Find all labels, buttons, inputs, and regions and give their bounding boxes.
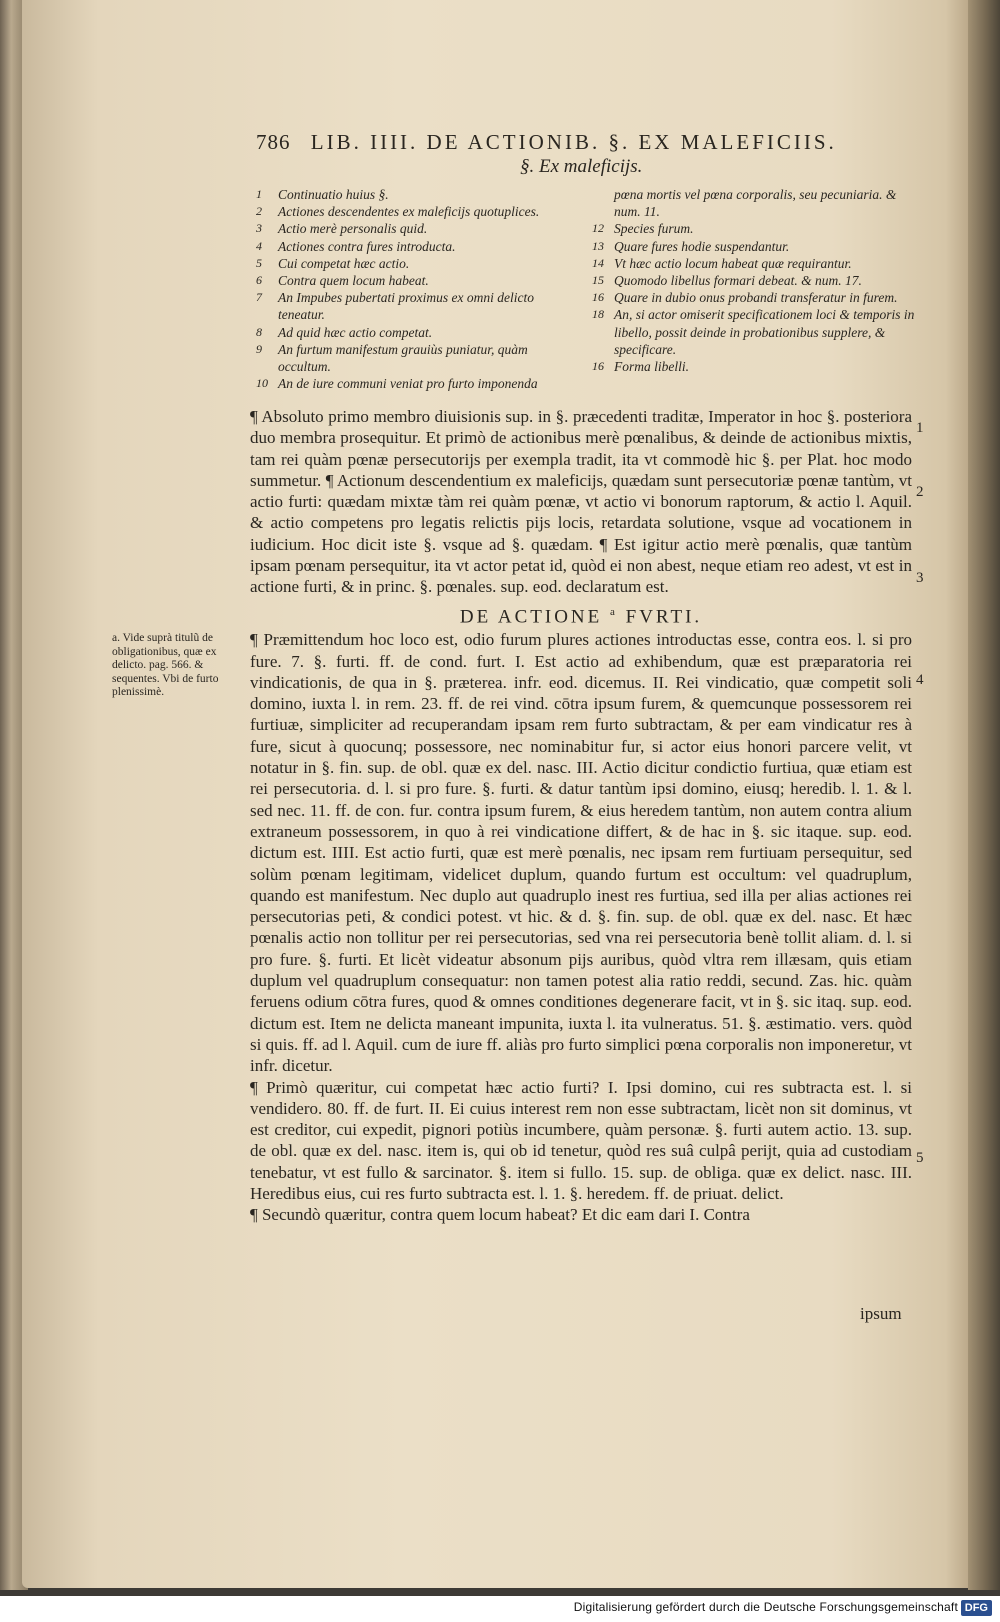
summary-item-number: 13 [592, 238, 604, 253]
summary-item-number: 14 [592, 255, 604, 270]
summary-item-text: An Impubes pubertati proximus ex omni delicto teneatur. [278, 290, 534, 323]
dfg-logo: DFG [961, 1600, 992, 1616]
summary-item-number: 1 [256, 187, 262, 201]
summary-item-text: An de iure communi veniat pro furto imponenda [278, 376, 538, 392]
running-title: LIB. IIII. DE ACTIONIB. §. EX MALEFICIIS. [310, 130, 837, 154]
page-number: 786 [256, 130, 291, 154]
summary-continuation: pœna mortis vel pœna corporalis, seu pecuniaria. & num. 11. [614, 187, 897, 220]
summary-item [256, 186, 578, 203]
rubric-note-mark: a [610, 605, 618, 618]
summary-item [256, 341, 578, 375]
summary-item [256, 289, 578, 323]
summary-item-number: 16 [592, 359, 604, 374]
summary-list-left [256, 186, 578, 392]
summary-item-text: Cui competat hæc actio. [278, 255, 410, 271]
summary-item-number: 18 [592, 307, 604, 322]
rubric-heading [250, 602, 912, 628]
summary-item [256, 203, 578, 220]
summary-item-text: Continuatio huius §. [278, 187, 389, 202]
margin-number: 5 [916, 1150, 924, 1166]
paragraph-intro: ¶ Absoluto primo membro diuisionis sup. in §. præcedenti traditæ, Imperator in hoc §. posteriora duo membra prosequitur. Et primò de actionibus merè pœnalibus, & deinde de actionibus mixtis, tam rei quàm pœnæ persecutorijs per exempla tradit, ita vt commodè hic §. per Plat. hoc modo summetur. ¶ Actionum descendentium ex maleficijs, quædam sunt persecutoriæ pœnæ tantùm, vt actio furti: quædam mixtæ tàm rei quàm pœnæ, vt actio vi bonorum raptorum, & actio l. Aquil. & actio competens pro legatis relictis pijs locis, retardata solutione, vsque ad vocationem in iudicium. Hoc dicit iste §. vsque ad §. quædam. ¶ Est igitur actio merè pœnalis, quæ tantùm ipsam pœnam persequitur, ita vt actor petat id, quòd ei non abest, neque etiam reo adest, vt est in actione furti, & in princ. §. pœnales. sup. eod. declaratum est. [250, 407, 912, 597]
summary-item-number: 15 [592, 273, 604, 288]
summary-item-number: 5 [256, 255, 262, 270]
paragraph-second-question: ¶ Secundò quæritur, contra quem locum habeat? Et dic eam dari I. Contra [250, 1205, 750, 1225]
rubric-tail: FVRTI. [625, 606, 703, 627]
summary-item-text: Contra quem locum habeat. [278, 273, 429, 289]
main-text [250, 406, 912, 1226]
marginal-note: a. Vide suprà titulũ de obligationibus, quæ ex delicto. pag. 566. & sequentes. Vbi de furto plenissimè. [112, 632, 219, 698]
summary-item-number: 4 [256, 238, 262, 253]
summary-item-number: 12 [592, 221, 604, 236]
summary-item-number: 8 [256, 324, 262, 339]
summary-item [256, 238, 578, 255]
summary-item [256, 220, 578, 237]
summary-item [592, 255, 922, 272]
summary-item-number: 7 [256, 290, 262, 305]
summary-item [256, 324, 578, 341]
margin-number: 3 [916, 570, 924, 586]
rubric-text: DE ACTIONE [459, 606, 603, 627]
summary-item-text: Quomodo libellus formari debeat. & num. 17. [614, 273, 862, 289]
summary-item [592, 220, 922, 237]
summary-item-text: Forma libelli. [614, 359, 689, 375]
summary-item-text: Actio merè personalis quid. [278, 221, 428, 237]
summary-item-number: 9 [256, 341, 262, 356]
summary-list-right [592, 186, 922, 375]
summary-item-number: 3 [256, 221, 262, 236]
summary-item [256, 255, 578, 272]
running-header [256, 130, 906, 155]
catchword: ipsum [860, 1304, 902, 1323]
summary-item-text: Ad quid hæc actio competat. [278, 324, 433, 340]
margin-number: 1 [916, 420, 924, 436]
footer-credit: Digitalisierung gefördert durch die Deutsche Forschungsgemeinschaft [573, 1600, 958, 1614]
summary-item-text: Vt hæc actio locum habeat quæ requirantur. [614, 255, 852, 271]
summary-item-number: 16 [592, 290, 604, 305]
margin-number: 4 [916, 672, 924, 688]
summary-item [592, 358, 922, 375]
footer-bar [0, 1596, 1000, 1622]
summary-item-text: Quare in dubio onus probandi transferatur in furem. [614, 290, 898, 306]
summary-item-text: Quare fures hodie suspendantur. [614, 238, 790, 254]
summary-item [256, 272, 578, 289]
summary-item-text: Species furum. [614, 221, 694, 237]
summary-item [592, 238, 922, 255]
summary-item-text: An furtum manifestum grauiùs puniatur, quàm occultum. [278, 341, 528, 375]
paragraph-first-question: ¶ Primò quæritur, cui competat hæc actio furti? I. Ipsi domino, cui res subtracta est. l. si vendidero. 80. ff. de furt. II. Ei cuius interest rem non esse subtractam, licèt non sit dominus, vt est creditor, cui expedit, pignori potiùs incumbere, quàm personæ. §. furti autem actio. 13. sup. de obl. quæ ex del. nasc. item is, qui ob id tenetur, quòd res suâ culpâ perijt, quia ad custodiam tenebatur, vt est fullo & sarcinator. §. item si fullo. 15. sup. de obliga. quæ ex delict. nasc. III. Heredibus eius, cui res furto subtracta est. l. 1. §. heredem. ff. de priuat. delict. [250, 1077, 912, 1204]
summary-item-number: 6 [256, 273, 262, 288]
paragraph-actions: ¶ Præmittendum hoc loco est, odio furum plures actiones introductas esse, contra eos. l. si pro fure. 7. §. furti. ff. de cond. furt. I. Est actio ad exhibendum, quæ est præparatoria rei vindicationis, de qua in §. præterea. infr. eod. dicemus. II. Rei vindicatio, quæ competit soli domino, iuxta l. in rem. 23. ff. de rei vind. cōtra ipsum furem, & quemcunque possessorem rei furtiuæ, simpliciter ad recuperandam ipsam rem furto subtractam, & per eam vindicatur res à fure, sicut à quocunq; possessore, nec nominabitur fur, si actor eius honori parcere velit, vt notatur in §. fin. sup. de obl. quæ ex del. nasc. III. Actio dicitur condictio furtiua, quæ etiam est rei persecutoria. d. l. si pro fure. §. furti. & datur tantùm ipsi domino, eiusq; heredib. l. 1. & l. sed nec. 11. ff. de con. fur. contra ipsum furem, & eius heredem tantùm, non autem contra alium extraneum possessorem, in quo à rei vindicatione differt, & de hac in §. sic itaque. sup. eod. dictum est. IIII. Est actio furti, quæ est merè pœnalis, nec ipsam rem furtiuam persequitur, sed solùm pœnam legitimam, videlicet duplum, quando furtum est occultum: vel quadruplum, quando est manifestum. Nec duplo aut quadruplo inest res furtiua, sed illa per alias actiones rei persecutorias peti, & condici potest. vt hic. & d. §. fin. sup. de obl. quæ ex del. nasc. Et hæc pœnalis actio non tollitur per rei persecutorias, sed vna rei persecutoria benè tollit aliam. d. l. si pro fure. §. furti. Et licèt videatur absonum pijs auribus, quòd vltra rem illæsam, quis etiam duplum vel quadruplum consequatur: non tamen potest alia ratio reddi, secund. Zas. hic. quàm feruens odium cōtra fures, quod & omnes conditiones degenerare facit, vt in §. sic itaq. sup. eod. dictum est. Item ne delicta maneant impunita, iuxta l. ita vulneratus. 51. §. æstimatio. vers. quòd si quis. ff. ad l. Aquil. cum de iure ff. aliàs pro furto simplici pœna corporalis non imponeretur, vt infr. dicetur. [250, 630, 912, 1076]
summary-item [592, 306, 922, 358]
summary-item-text: Actiones descendentes ex maleficijs quotuplices. [278, 204, 540, 220]
summary-item [592, 289, 922, 306]
section-title: §. Ex maleficijs. [520, 156, 643, 177]
summary-item-number: 2 [256, 204, 262, 219]
summary-item [592, 272, 922, 289]
margin-number: 2 [916, 484, 924, 500]
summary-item [256, 375, 578, 392]
summary-item-text: Actiones contra fures introducta. [278, 238, 456, 254]
summary-item-text: An, si actor omiserit specificationem loci & temporis in libello, possit deinde in probationibus supplere, & specificare. [614, 307, 915, 357]
summary-item-number: 10 [256, 376, 268, 391]
page-stack-edge [968, 0, 1000, 1590]
